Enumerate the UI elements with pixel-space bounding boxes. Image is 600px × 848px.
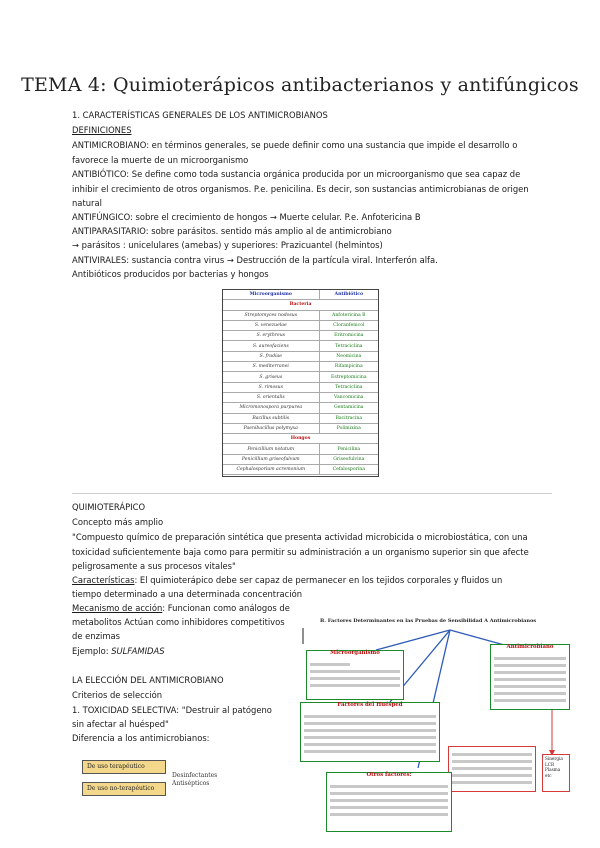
table-row	[223, 403, 378, 413]
mecanismo-cont2: de enzimas	[72, 631, 120, 641]
table-cell-organism: Microorganismo	[223, 290, 319, 300]
table-cell-antibiotic: Anfotericina B	[319, 310, 378, 320]
def-antibiotico-cont: inhibir el crecimiento de otros organismos. P.e. penicilina. Es decir, son sustancias antimicrobianas de origen	[72, 184, 529, 194]
diagram-title: B. Factores Determinantes en las Pruebas de Sensibilidad A Antimicrobianos	[320, 618, 537, 624]
def-antiparasitario-cont: → parásitos : unicelulares (amebas) y superiores: Prazicuantel (helmintos)	[72, 240, 383, 250]
quote-line-3: peligrosamente a sus procesos vitales"	[72, 561, 236, 571]
def-antifungico: ANTIFÚNGICO: sobre el crecimiento de hongos → Muerte celular. P.e. Anfotericina B	[72, 212, 421, 222]
ejemplo-value: SULFAMIDAS	[111, 646, 165, 656]
page-title: TEMA 4: Quimioterápicos antibacterianos y antifúngicos	[21, 74, 579, 96]
toxicidad-line-1: 1. TOXICIDAD SELECTIVA: "Destruir al patógeno	[72, 705, 272, 715]
table-cell-antibiotic: Neomicina	[319, 351, 378, 361]
table-cell-antibiotic: Rifampicina	[319, 362, 378, 372]
table-cell-antibiotic: Antibiótico	[319, 290, 378, 300]
table-cell-organism: S. fradiae	[223, 351, 319, 361]
definiciones-heading: DEFINICIONES	[72, 125, 132, 135]
table-cell-antibiotic: Cefalosporina	[319, 465, 378, 475]
quote-line-2: toxicidad suficientemente baja como para permitir su administración a un organismo superior sin que afecte	[72, 547, 529, 557]
table-row	[223, 331, 378, 341]
non-therapeutic-side-label: Desinfectantes Antisépticos	[172, 772, 218, 787]
table-cell-antibiotic: Eritromicina	[319, 331, 378, 341]
table-cell-antibiotic: Estreptomicina	[319, 372, 378, 382]
criterios-text: Criterios de selección	[72, 690, 163, 700]
def-antibiotico: ANTIBIÓTICO: Se define como toda sustancia orgánica producida por un microorganismo que sea capaz de	[72, 169, 521, 179]
table-cell-organism: Penicillium notatum	[223, 444, 319, 454]
non-therapeutic-box: De uso no-terapéutico	[82, 782, 166, 796]
caracteristicas-cont: tiempo determinado a una determinada concentración	[72, 589, 303, 599]
table-section-bacteria	[223, 300, 378, 310]
box-microorganismo: Microorganismo	[306, 650, 404, 700]
table-cell-organism: Cephalosporium acremonium	[223, 465, 319, 475]
table-cell-organism: Micromonospora purpurea	[223, 403, 319, 413]
toxicidad-line-2: sin afectar al huésped"	[72, 719, 169, 729]
def-antimicrobiano: ANTIMICROBIANO: en términos generales, se puede definir como una sustancia que impide el desarrollo o	[72, 140, 518, 150]
table-cell-antibiotic: Gentamicina	[319, 403, 378, 413]
table-row	[223, 392, 378, 402]
therapeutic-box: De uso terapéutico	[82, 760, 166, 774]
table-cell-antibiotic: Bacitracina	[319, 413, 378, 423]
therapy-boxes-figure	[82, 760, 232, 802]
table-row	[223, 320, 378, 330]
factors-diagram	[300, 618, 568, 834]
table-header-row	[223, 290, 378, 300]
table-cell-antibiotic: Tetraciclina	[319, 382, 378, 392]
table-row	[223, 310, 378, 320]
table-row	[223, 444, 378, 454]
table-cell-antibiotic: Vancomicina	[319, 392, 378, 402]
divider	[72, 493, 552, 494]
table-cell-antibiotic: Polimixina	[319, 423, 378, 433]
table-cell-organism: S. erythreus	[223, 331, 319, 341]
def-antibiotico-cont2: natural	[72, 198, 102, 208]
caracteristicas-text: : El quimioterápico debe ser capaz de permanecer en los tejidos corporales y fluidos un	[134, 575, 503, 585]
table-section-hongos	[223, 434, 378, 444]
producidos-text: Antibióticos producidos por bacterias y hongos	[72, 269, 269, 279]
box-antimicrobiano: Antimicrobiano	[490, 644, 570, 710]
caracteristicas-line	[72, 573, 502, 588]
table-row	[223, 413, 378, 423]
section-heading-caracteristicas: 1. CARACTERÍSTICAS GENERALES DE LOS ANTIMICROBIANOS	[72, 110, 328, 120]
mecanismo-line	[72, 601, 290, 616]
table-cell-organism: S. orientalis	[223, 392, 319, 402]
caracteristicas-label: Características	[72, 575, 135, 585]
table-cell-organism: Paenibacillus polymyxa	[223, 423, 319, 433]
ejemplo-label: Ejemplo:	[72, 646, 112, 656]
table-row	[223, 423, 378, 433]
table-row	[223, 465, 378, 475]
eleccion-heading: LA ELECCIÓN DEL ANTIMICROBIANO	[72, 675, 224, 685]
table-cell-organism: S. venezuelae	[223, 320, 319, 330]
table-cell-organism: Penicillium griseofulvum	[223, 454, 319, 464]
def-antiparasitario: ANTIPARASITARIO: sobre parásitos. sentido más amplio al de antimicrobiano	[72, 226, 392, 236]
quimio-heading: QUIMIOTERÁPICO	[72, 502, 146, 512]
table-cell-organism: S. griseus	[223, 372, 319, 382]
ejemplo-line	[72, 644, 165, 659]
table-cell-antibiotic: Griseofulvina	[319, 454, 378, 464]
arrow-micro	[376, 630, 450, 650]
table-cell-antibiotic: Tetraciclina	[319, 341, 378, 351]
def-antimicrobiano-cont: favorece la muerte de un microorganismo	[72, 155, 249, 165]
quote-line-1: "Compuesto químico de preparación sintética que presenta actividad microbicida o microbiostática, con una	[72, 532, 528, 542]
box-otros-factores: Otros factores:	[326, 772, 452, 832]
table-section-label: Hongos	[223, 434, 378, 444]
table-cell-antibiotic: Cloranfenicol	[319, 320, 378, 330]
table-cell-organism: S. rimosus	[223, 382, 319, 392]
species-antibiotic-table	[222, 289, 379, 477]
mecanismo-label: Mecanismo de acción	[72, 603, 163, 613]
table-row	[223, 351, 378, 361]
mecanismo-text: : Funcionan como análogos de	[162, 603, 290, 613]
mecanismo-cont: metabolitos Actúan como inhibidores competitivos	[72, 617, 285, 627]
box-red-notes	[448, 746, 536, 792]
concepto-text: Concepto más amplio	[72, 517, 164, 527]
table-section-label: Bacteria	[223, 300, 378, 310]
table-row	[223, 454, 378, 464]
table-cell-organism: S. aureofaciens	[223, 341, 319, 351]
diferencia-text: Diferencia a los antimicrobianos:	[72, 733, 210, 743]
table-cell-antibiotic: Penicilina	[319, 444, 378, 454]
def-antivirales: ANTIVIRALES: sustancia contra virus → Destrucción de la partícula viral. Interferón alfa.	[72, 255, 438, 265]
table-row	[223, 382, 378, 392]
table-cell-organism: Bacillus subtilis	[223, 413, 319, 423]
table-row	[223, 362, 378, 372]
table-row	[223, 372, 378, 382]
table-row	[223, 341, 378, 351]
table-cell-organism: Streptomyces nodosus	[223, 310, 319, 320]
table-cell-organism: S. mediterranei	[223, 362, 319, 372]
box-sinergia: Sinergia LCR Plasma etc	[542, 754, 570, 792]
box-factores-huesped: Factores del Huésped	[300, 702, 440, 762]
